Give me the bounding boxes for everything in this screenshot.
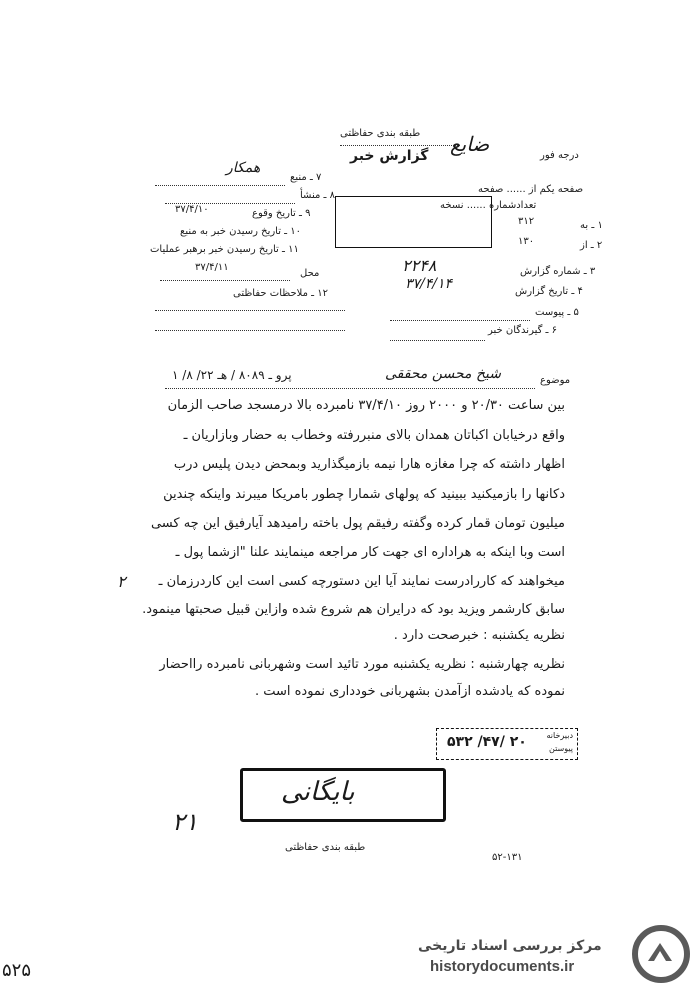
subject-value: شیخ محسن محققی (385, 366, 501, 382)
field-place-label: محل (300, 268, 320, 279)
watermark-url: historydocuments.ir (430, 958, 575, 975)
stamp-line2: پیوستن (549, 744, 573, 753)
watermark-org-name: مرکز بررسی اسناد تاریخی (418, 938, 602, 954)
field-to-value: ۳۱۲ (518, 216, 535, 227)
field-operation-received-label: ۱۱ ـ تاریخ رسیدن خبر برهبر عملیات (150, 244, 299, 255)
field-from-label: ۲ ـ از (580, 240, 603, 251)
field-from-value: ۱۳۰ (518, 236, 535, 247)
opinion-wednesday-line2: نموده که یادشده ازآمدن بشهربانی خودداری نموده است . (254, 684, 565, 699)
field-place-value: ۳۷/۴/۱۱ (195, 262, 229, 273)
report-title: گزارش خبر (350, 148, 429, 164)
field-occurrence-date-value: ۳۷/۴/۱۰ (175, 204, 209, 215)
body-line: بین ساعت ۲۰/۳۰ و ۲۰۰۰ روز ۳۷/۴/۱۰ نامبرده بالا درمسجد صاحب الزمان (167, 398, 565, 413)
registry-stamp (436, 728, 578, 760)
urgency-value: ضایع (450, 132, 490, 156)
opinion-sunday: نظریه یکشنبه : خبرصحت دارد . (393, 628, 565, 643)
field-recipients-label: ۶ ـ گیرندگان خبر (488, 325, 558, 336)
field-report-date-value: ۳۷/۴/۱۴ (405, 276, 453, 292)
field-source-value: همکار (226, 160, 261, 176)
archive-box (240, 768, 446, 822)
archive-word: بایگانی (281, 777, 355, 807)
opinion-wednesday-line1: نظریه چهارشنبه : نظریه یکشنبه مورد تائید است وشهربانی نامبرده رااحضار (159, 657, 565, 672)
body-line: دکانها را بازمیکنید ببینید که پولهای شمارا چطور بامریکا میبرند واینکه چندین (163, 487, 565, 502)
form-code: ۵۲-۱۳۱ (492, 852, 523, 863)
field-attachment-label: ۵ ـ پیوست (535, 307, 579, 318)
body-line: سابق کارشمر ویزید بود که درایران هم شروع شده وازاین قبیل صحبتها مینمود. (142, 602, 565, 617)
field-origin-label: ۸ ـ منشأ (300, 190, 336, 201)
body-line: اظهار داشته که چرا مغازه هارا نیمه بازمیگذارید وبمحض دیدن پلیس درب (173, 457, 565, 472)
field-to-label: ۱ ـ به (580, 220, 603, 231)
divider-header (340, 145, 460, 146)
field-report-number-label: ۳ ـ شماره گزارش (520, 266, 596, 277)
body-line: است وبا اینکه به هراداره ای جهت کار مراجعه مینمایند علنا "ازشما پول ـ (175, 545, 565, 560)
subject-label: موضوع (540, 375, 571, 386)
subject-ref: پرو ـ ۸۰۸۹ / هـ ۲۲/ ۸/ ۱ (172, 368, 292, 382)
field-page: صفحه یکم از ...... صفحه (478, 184, 584, 195)
handwritten-page-number: ۲۱ (172, 808, 198, 836)
body-line: واقع درخیابان اکباتان همدان بالای منبررفته وخطاب به حضار وبازاریان ـ (183, 428, 565, 443)
field-copy-count: تعدادشماره ...... نسخه (440, 200, 537, 211)
field-security-notes-label: ۱۲ ـ ملاحظات حفاظتی (233, 288, 328, 299)
body-line: میلیون تومان قمار کرده وگفته رفیقم پول باخته رامیدهد آیارفیق این چه کسی (150, 516, 565, 531)
field-report-date-label: ۴ ـ تاریخ گزارش (515, 286, 583, 297)
stamp-line1: دبیرخانه (546, 731, 573, 740)
watermark-logo-icon (632, 925, 690, 983)
field-occurrence-date-label: ۹ ـ تاریخ وقوع (252, 208, 311, 219)
security-class-top: طبقه بندی حفاظتی (340, 128, 421, 139)
page-corner-number: ۵۲۵ (2, 960, 32, 981)
stamp-number: ۵۳۲ /۴۷/ ۲۰ (447, 734, 527, 750)
field-source-label: ۷ ـ منبع (290, 172, 322, 183)
body-line: میخواهند که کاررادرست نمایند آیا این دستورچه کسی است این کاردرزمان ـ (158, 574, 565, 589)
urgency-label: درجه فور (540, 150, 579, 161)
field-report-number-value: ۲۲۴۸ (402, 256, 437, 275)
security-class-bottom: طبقه بندی حفاظتی (285, 842, 366, 853)
margin-mark: ۲ (117, 572, 126, 591)
field-source-received-label: ۱۰ ـ تاریخ رسیدن خبر به منبع (180, 226, 302, 237)
